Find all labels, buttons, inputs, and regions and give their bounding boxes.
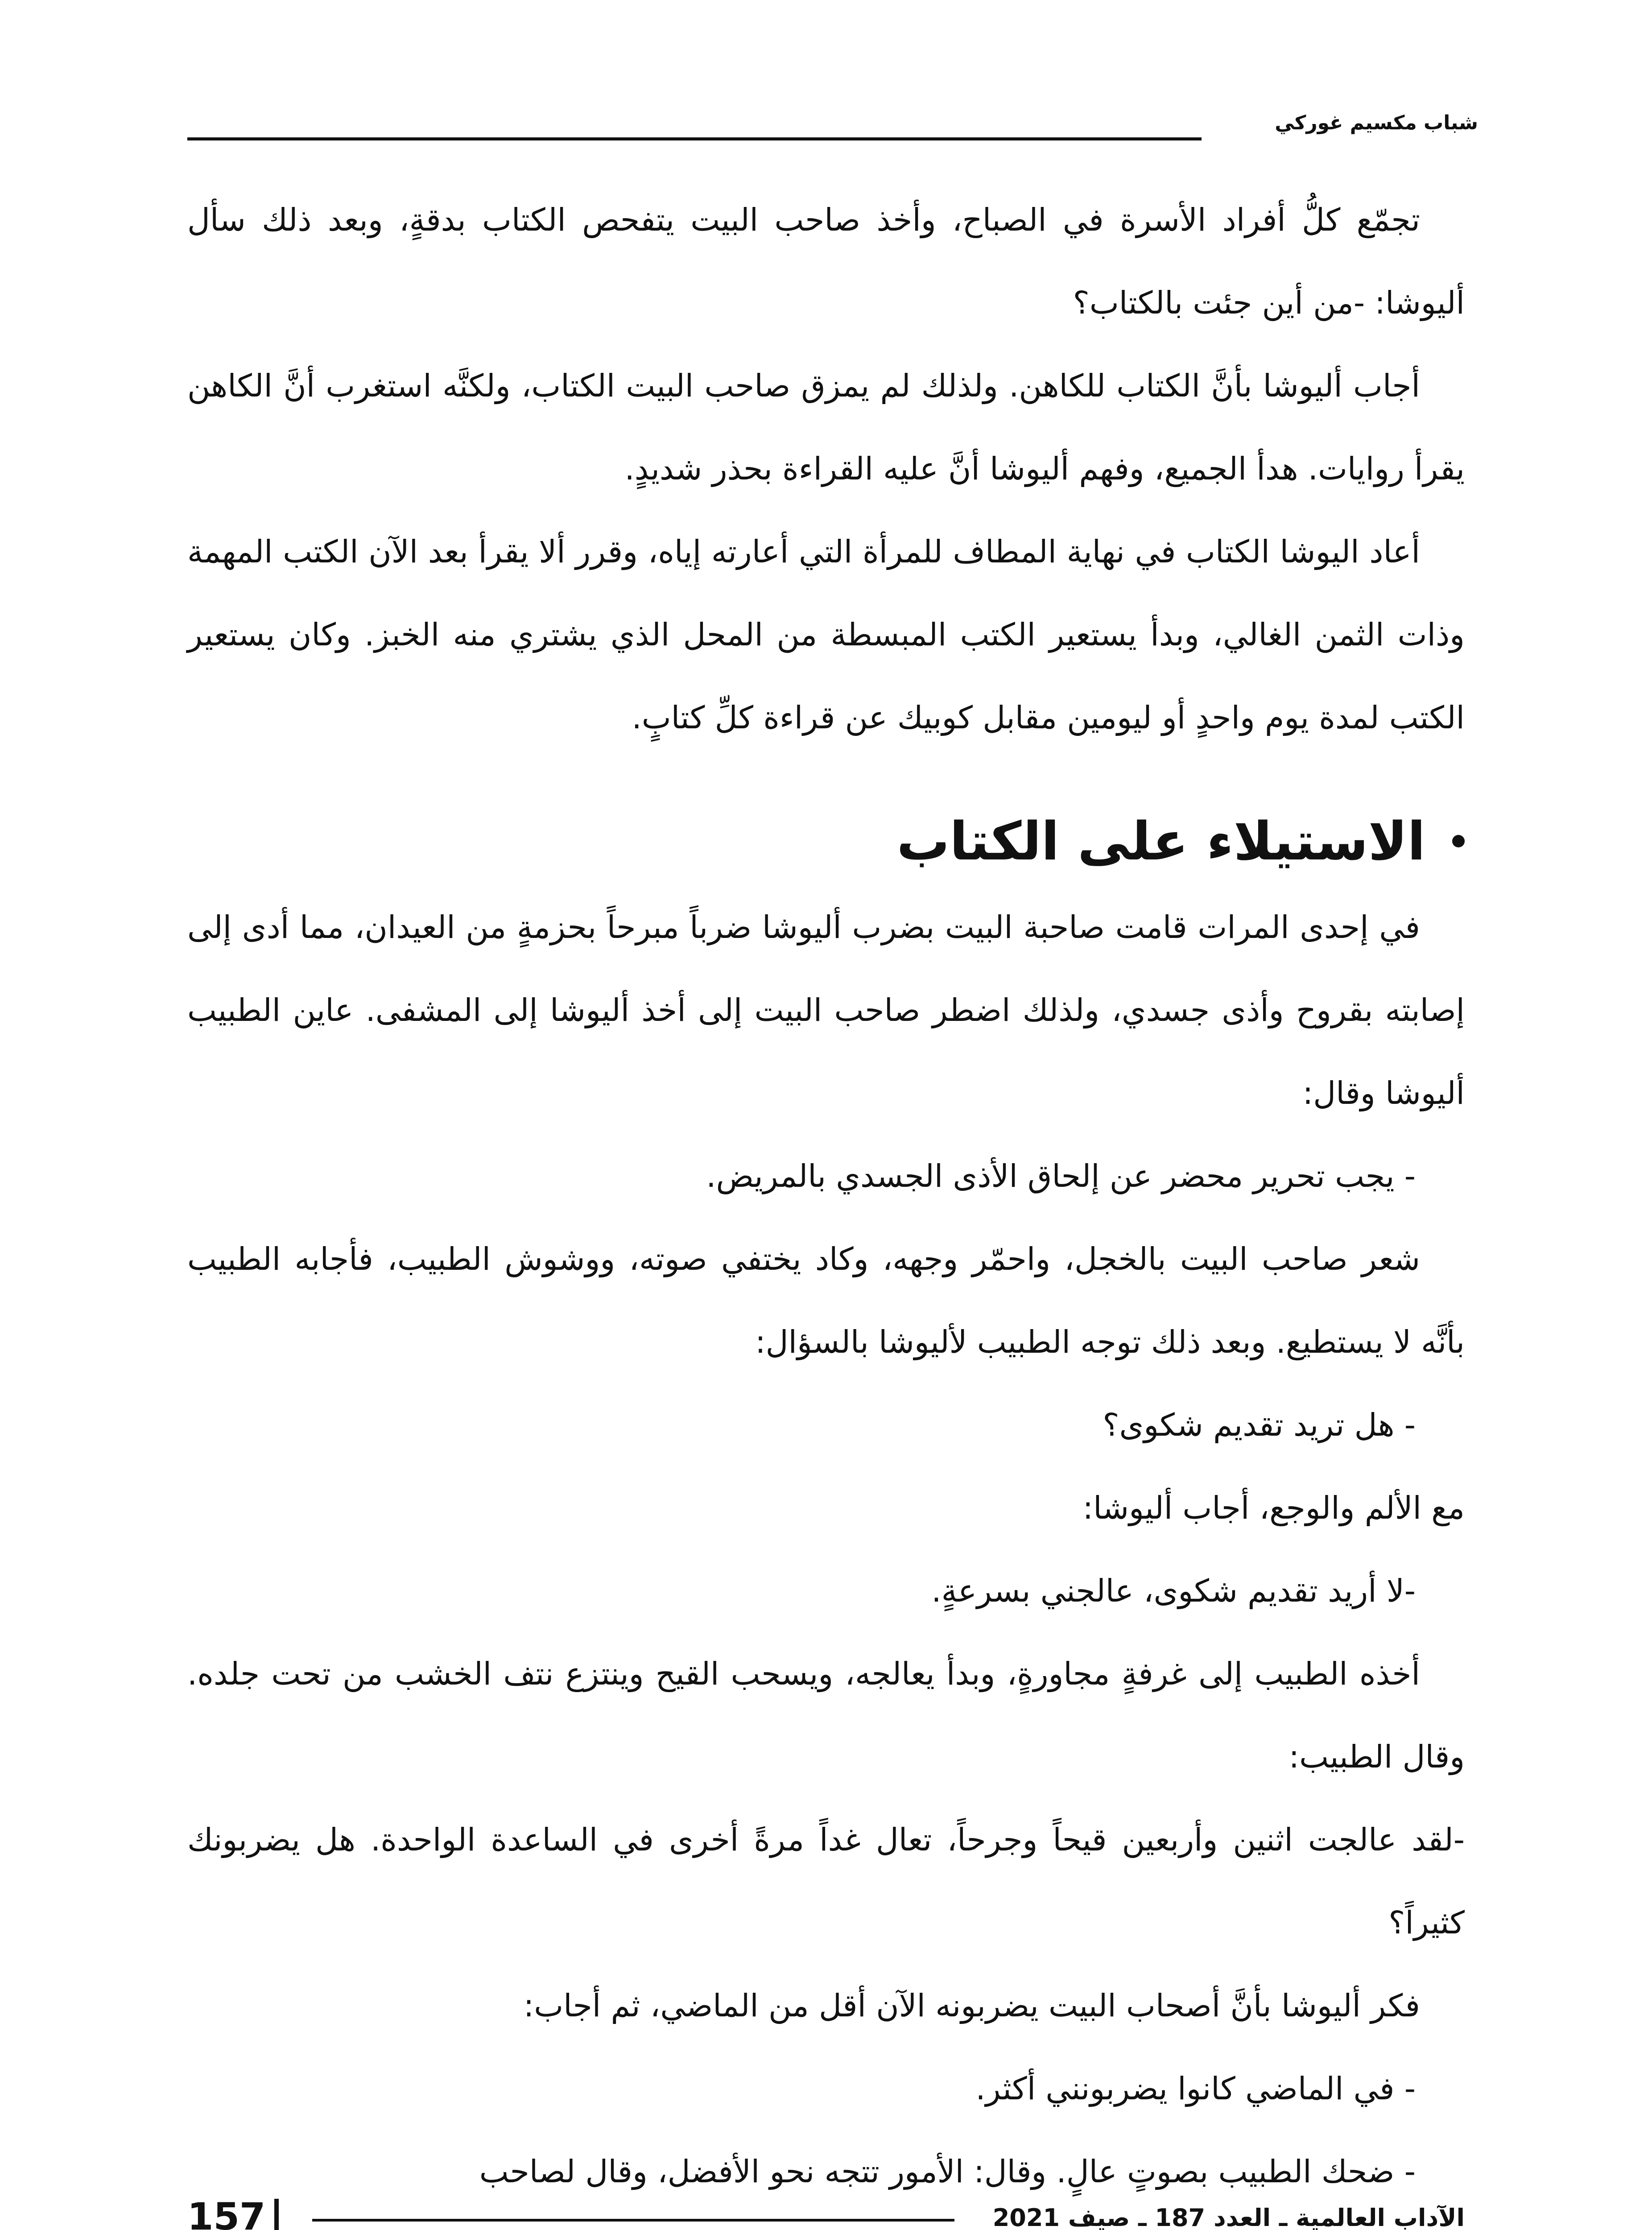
footer-rule xyxy=(312,2219,954,2222)
dialog-line: - هل تريد تقديم شكوى؟ xyxy=(1103,1407,1416,1443)
folio-separator xyxy=(274,2199,279,2230)
journal-info: الآداب العالمية ـ العدد 187 ـ صيف 2021 xyxy=(992,2204,1465,2230)
dialog-line: - ضحك الطبيب بصوتٍ عالٍ. وقال: الأمور تتجه نحو الأفضل، وقال لصاحب xyxy=(479,2153,1416,2190)
paragraph: في إحدى المرات قامت صاحبة البيت بضرب أليوشا ضرباً مبرحاً بحزمةٍ من العيدان، مما أدى إلى إصابته بقروح وأذى جسدي، ولذلك اضطر صاحب البيت إلى أخذ أليوشا إلى المشفى. عاين الطبيب أليوشا وقال: xyxy=(187,909,1465,1111)
bullet-icon xyxy=(1452,835,1465,847)
paragraph: شعر صاحب البيت بالخجل، واحمّر وجهه، وكاد يختفي صوته، ووشوش الطبيب، فأجابه الطبيب بأنَّه لا يستطيع. وبعد ذلك توجه الطبيب لأليوشا بالسؤال: xyxy=(187,1241,1465,1360)
page-body xyxy=(187,178,1465,2213)
section-title: الاستيلاء على الكتاب xyxy=(896,810,1425,872)
paragraph: أجاب أليوشا بأنَّ الكتاب للكاهن. ولذلك لم يمزق صاحب البيت الكتاب، ولكنَّه استغرب أنَّ الكاهن يقرأ روايات. هدأ الجميع، وفهم أليوشا أنَّ عليه القراءة بحذر شديدٍ. xyxy=(187,368,1465,487)
paragraph: مع الألم والوجع، أجاب أليوشا: xyxy=(1082,1490,1465,1526)
running-head: شباب مكسيم غوركي xyxy=(1275,112,1478,134)
header-rule xyxy=(187,137,1202,140)
paragraph: أخذه الطبيب إلى غرفةٍ مجاورةٍ، وبدأ يعالجه، ويسحب القيح وينتزع نتف الخشب من تحت جلده. وقال الطبيب: xyxy=(187,1656,1465,1775)
paragraph: فكر أليوشا بأنَّ أصحاب البيت يضربونه الآن أقل من الماضي، ثم أجاب: xyxy=(523,1987,1420,2024)
dialog-line: - يجب تحرير محضر عن إلحاق الأذى الجسدي بالمريض. xyxy=(706,1158,1416,1194)
section-heading xyxy=(187,797,1465,886)
dialog-line: - في الماضي كانوا يضربونني أكثر. xyxy=(975,2070,1416,2107)
paragraph: أعاد اليوشا الكتاب في نهاية المطاف للمرأة التي أعارته إياه، وقرر ألا يقرأ بعد الآن الكتب المهمة وذات الثمن الغالي، وبدأ يستعير الكتب المبسطة من المحل الذي يشتري منه الخبز. وكان يستعير الكتب لمدة يوم واحدٍ أو ليومين مقابل كوبيك عن قراءة كلِّ كتابٍ. xyxy=(187,533,1465,736)
paragraph: تجمّع كلُّ أفراد الأسرة في الصباح، وأخذ صاحب البيت يتفحص الكتاب بدقةٍ، وبعد ذلك سأل أليوشا: -من أين جئت بالكتاب؟ xyxy=(187,202,1465,321)
page-number: 157 xyxy=(187,2195,266,2230)
paragraph: -لقد عالجت اثنين وأربعين قيحاً وجرحاً، تعال غداً مرةً أخرى في الساعدة الواحدة. هل يضربونك كثيراً؟ xyxy=(187,1821,1465,1941)
dialog-line: -لا أريد تقديم شكوى، عالجني بسرعةٍ. xyxy=(931,1573,1416,1609)
